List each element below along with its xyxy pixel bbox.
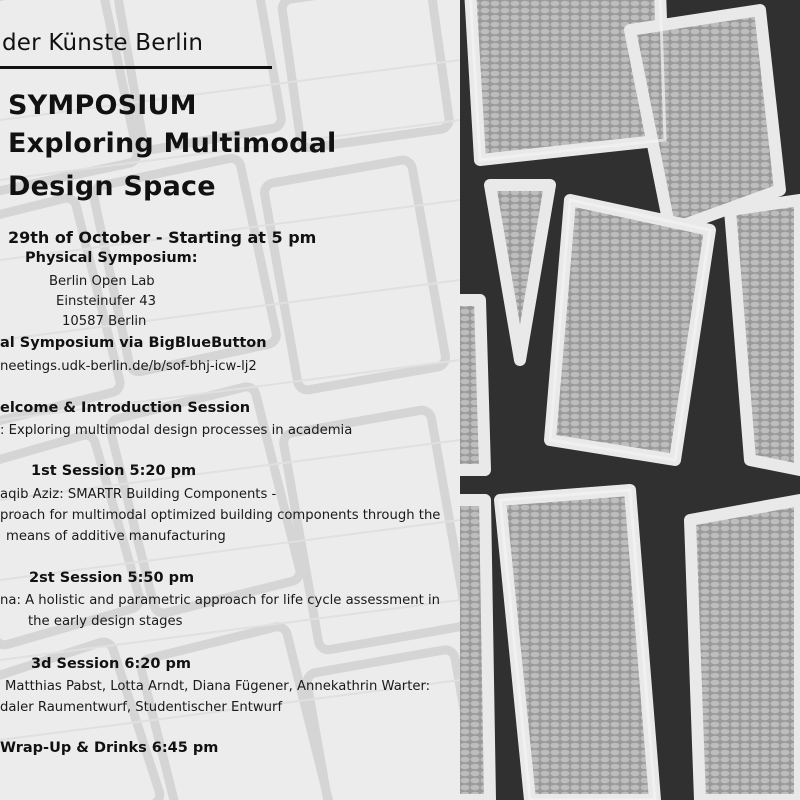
title-line-3: Design Space: [8, 171, 216, 202]
date-line: 29th of October - Starting at 5 pm: [8, 228, 317, 247]
physical-heading: Physical Symposium:: [25, 250, 198, 266]
university-name: der Künste Berlin: [2, 30, 204, 56]
session-1-line-1: aqib Aziz: SMARTR Building Components -: [0, 487, 277, 502]
welcome-text: : Exploring multimodal design processes in academia: [0, 423, 353, 438]
right-photo-3d-print: [460, 0, 800, 800]
meeting-link[interactable]: neetings.udk-berlin.de/b/sof-bhj-icw-lj2: [0, 359, 257, 374]
session-2-heading: 2st Session 5:50 pm: [29, 570, 195, 586]
session-3-line-1: Matthias Pabst, Lotta Arndt, Diana Fügener, Annekathrin Warter:: [5, 679, 431, 694]
session-3-heading: 3d Session 6:20 pm: [31, 656, 191, 672]
session-1-heading: 1st Session 5:20 pm: [31, 463, 197, 479]
title-line-2: Exploring Multimodal: [8, 128, 337, 159]
physical-street: Einsteinufer 43: [56, 294, 157, 309]
session-2-line-1: na: A holistic and parametric approach for life cycle assessment in: [0, 593, 440, 608]
wrap-up-line: Wrap-Up & Drinks 6:45 pm: [0, 740, 219, 756]
session-1-line-3: means of additive manufacturing: [6, 529, 226, 544]
physical-city: 10587 Berlin: [62, 314, 147, 329]
session-2-line-2: the early design stages: [28, 614, 183, 629]
physical-venue: Berlin Open Lab: [49, 274, 155, 289]
virtual-heading: al Symposium via BigBlueButton: [0, 335, 267, 351]
session-1-line-2: proach for multimodal optimized building components through the: [0, 508, 441, 523]
welcome-heading: elcome & Introduction Session: [0, 400, 251, 416]
title-line-1: SYMPOSIUM: [8, 90, 197, 121]
session-3-line-2: daler Raumentwurf, Studentischer Entwurf: [0, 700, 283, 715]
header-underline: [0, 66, 272, 69]
